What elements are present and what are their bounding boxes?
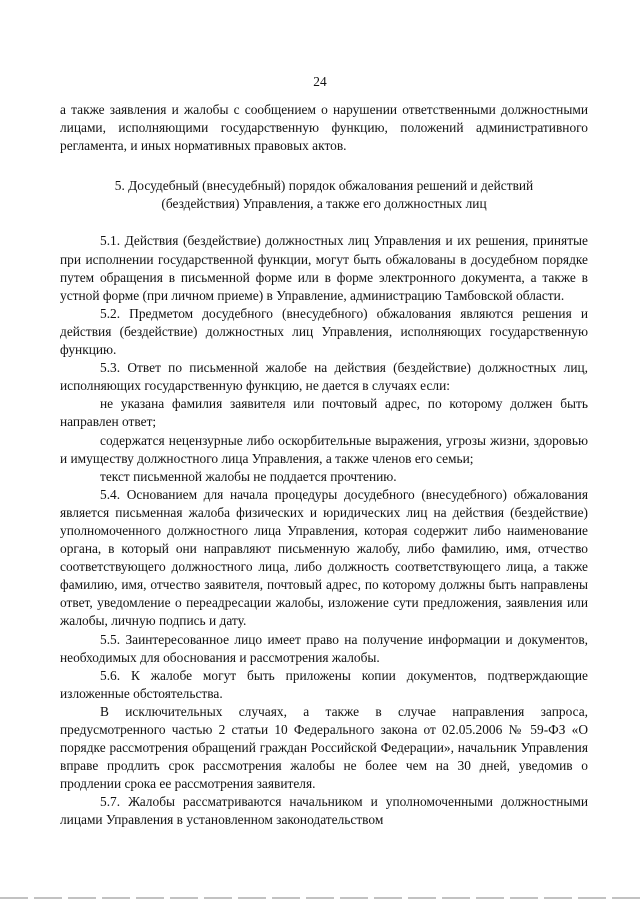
paragraph-5-6-exception: В исключительных случаях, а также в случае направления запроса, предусмотренного частью 2 статьи 10 Федерального закона от 02.05.2006 № 59-ФЗ «О порядке рассмотрения обращений граждан Российской Федерации», начальник Управления вправе продлить срок рассмотрения жалобы не более чем на 30 дней, уведомив о продлении срока ее рассмотрения заявителя.: [60, 703, 588, 792]
paragraph-5-1: 5.1. Действия (бездействие) должностных лиц Управления и их решения, принятые при исполнении государственной функции, могут быть обжалованы в досудебном порядке путем обращения в письменной форме или в форме электронного документа, а также в устной форме (при личном приеме) в Управление, администрацию Тамбовской области.: [60, 233, 588, 303]
paragraph-5-5: 5.5. Заинтересованное лицо имеет право на получение информации и документов, необходимых для обоснования и рассмотрения жалобы.: [60, 631, 588, 665]
section-title: 5. Досудебный (внесудебный) порядок обжалования решений и действий (бездействия) Управления, а также его должностных лиц: [114, 178, 534, 212]
paragraph-5-3: 5.3. Ответ по письменной жалобе на действия (бездействие) должностных лиц, исполняющих государственную функцию, не дается в случаях если:: [60, 360, 588, 394]
paragraph-5-6: 5.6. К жалобе могут быть приложены копии документов, подтверждающие изложенные обстоятельства.: [60, 667, 588, 701]
document-body: [60, 101, 588, 830]
scan-bottom-edge: [0, 897, 640, 899]
paragraph-5-7: 5.7. Жалобы рассматриваются начальником и уполномоченными должностными лицами Управления в установленном законодательством: [60, 794, 588, 828]
paragraph-5-3-case-3: текст письменной жалобы не поддается прочтению.: [100, 468, 397, 484]
paragraph-5-3-case-2: содержатся нецензурные либо оскорбительные выражения, угрозы жизни, здоровью и имуществу должностного лица Управления, а также членов его семьи;: [60, 432, 588, 466]
paragraph-5-4: 5.4. Основанием для начала процедуры досудебного (внесудебного) обжалования является письменная жалоба физических и юридических лиц на действия (бездействие) уполномоченного должностного лица Управления, которая содержит либо наименование органа, в который они направляют письменную жалобу, либо фамилию, имя, отчество соответствующего должностного лица, либо должность соответствующего лица, а также фамилию, имя, отчество заявителя, почтовый адрес, по которому должны быть направлены ответ, уведомление о переадресации жалобы, изложение сути предложения, заявления или жалобы, личную подпись и дату.: [60, 486, 588, 629]
paragraph-5-2: 5.2. Предметом досудебного (внесудебного) обжалования являются решения и действия (бездействие) должностных лиц Управления, исполняющих государственную функцию.: [60, 305, 588, 358]
paragraph-5-3-case-1: не указана фамилия заявителя или почтовый адрес, по которому должен быть направлен ответ;: [60, 396, 588, 430]
intro-paragraph: а также заявления и жалобы с сообщением о нарушении ответственными должностными лицами, исполняющими государственную функцию, положений административного регламента, и иных нормативных правовых актов.: [60, 102, 588, 154]
page-number: 24: [313, 74, 327, 89]
